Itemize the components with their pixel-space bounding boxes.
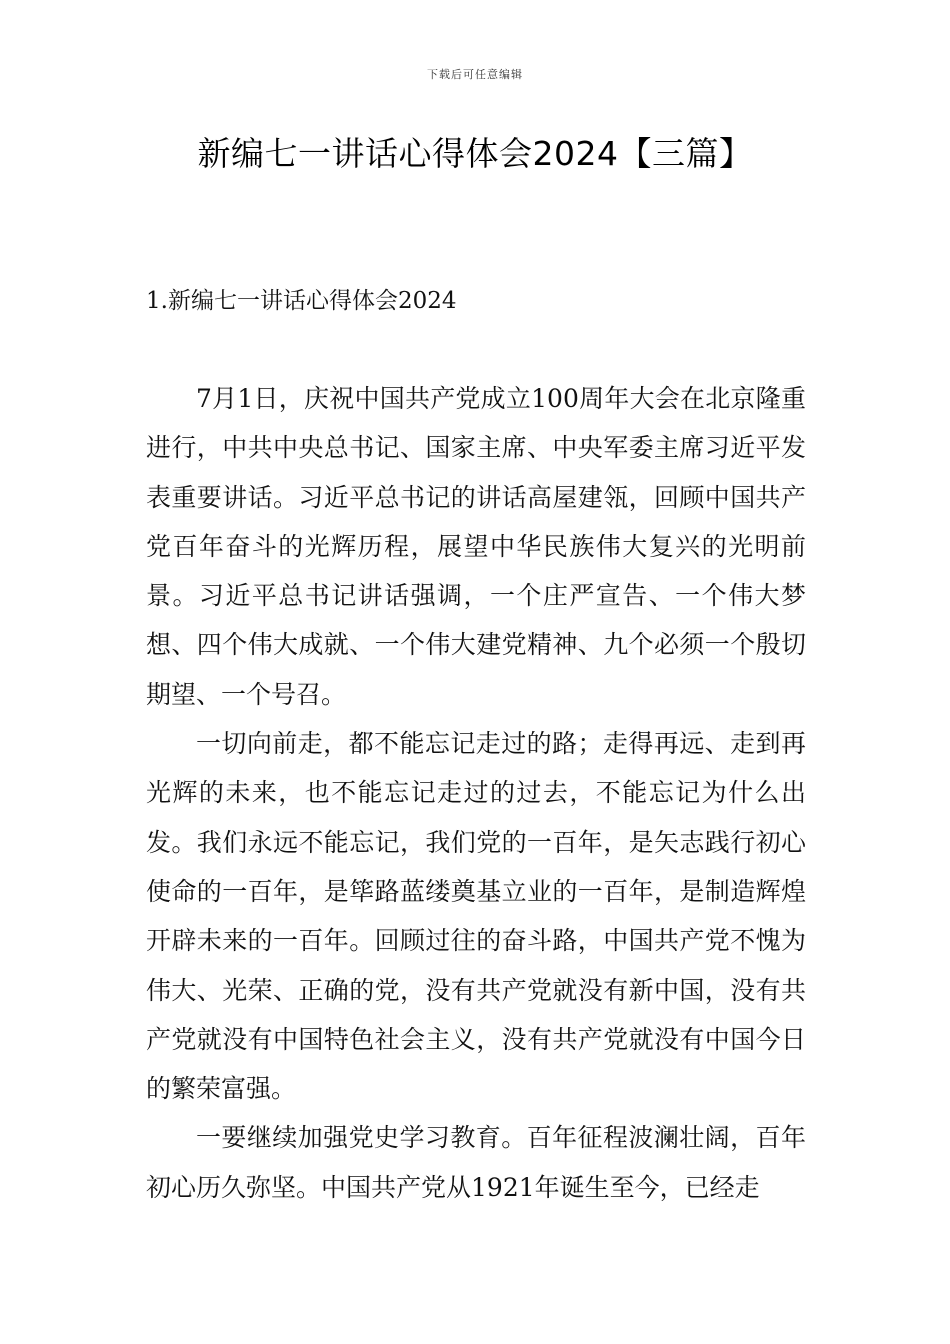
paragraph-1: 7月1日，庆祝中国共产党成立100周年大会在北京隆重进行，中共中央总书记、国家主席、中央军委主席习近平发表重要讲话。习近平总书记的讲话高屋建瓴，回顾中国共产党百年奋斗的光辉历程，展望中华民族伟大复兴的光明前景。习近平总书记讲话强调，一个庄严宣告、一个伟大梦想、四个伟大成就、一个伟大建党精神、九个必须一个殷切期望、一个号召。 (146, 384, 806, 709)
header-note: 下载后可任意编辑 (427, 68, 523, 81)
document-title: 新编七一讲话心得体会2024【三篇】 (197, 134, 753, 173)
paragraph-3: 一要继续加强党史学习教育。百年征程波澜壮阔，百年初心历久弥坚。中国共产党从1921年诞生至今，已经走 (146, 1123, 806, 1202)
section-heading: 1.新编七一讲话心得体会2024 (146, 288, 457, 314)
paragraph-2: 一切向前走，都不能忘记走过的路；走得再远、走到再光辉的未来，也不能忘记走过的过去，不能忘记为什么出发。我们永远不能忘记，我们党的一百年，是矢志践行初心使命的一百年，是筚路蓝缕奠基立业的一百年，是制造辉煌开辟未来的一百年。回顾过往的奋斗路，中国共产党不愧为伟大、光荣、正确的党，没有共产党就没有新中国，没有共产党就没有中国特色社会主义，没有共产党就没有中国今日的繁荣富强。 (146, 729, 806, 1104)
document-body (146, 374, 806, 1212)
